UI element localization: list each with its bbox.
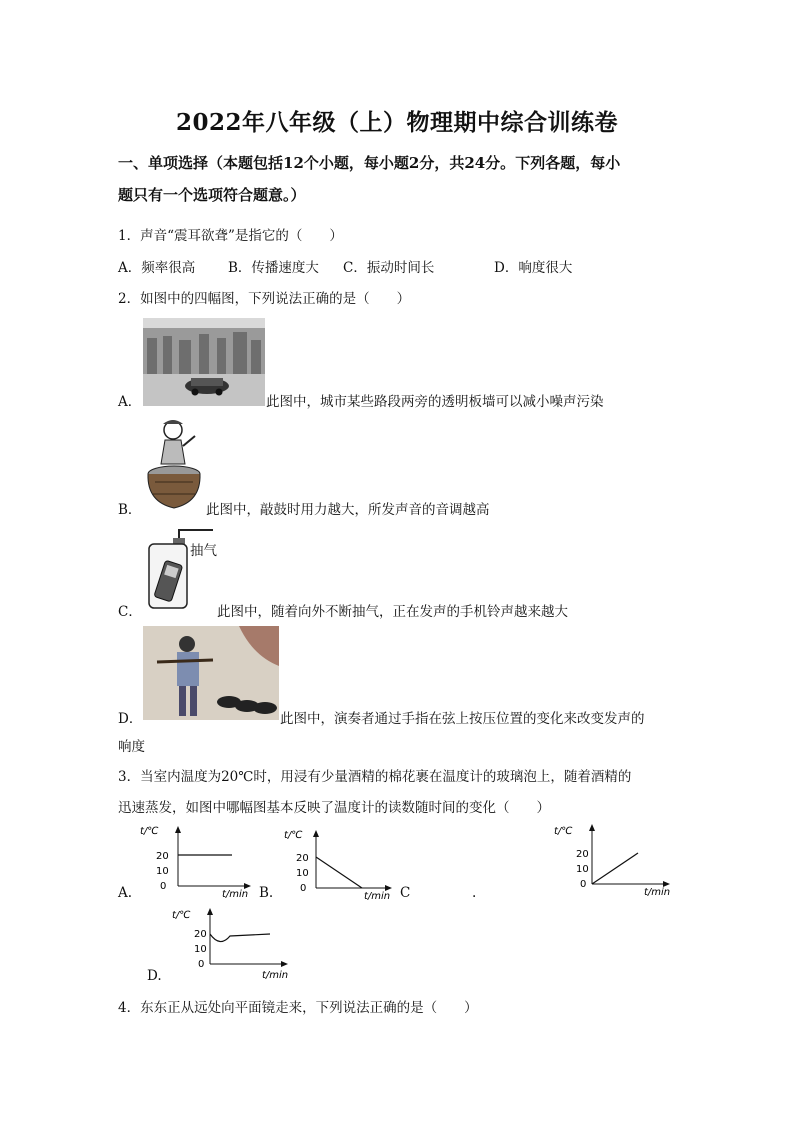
graph-b (282, 826, 400, 902)
graph-b-tick-10: 10 (296, 868, 309, 879)
graph-d (170, 904, 294, 982)
question-1-stem: 1．声音“震耳欲聋”是指它的（ ） (118, 228, 343, 244)
q1-option-c: C．振动时间长 (343, 260, 435, 276)
question-3-stem-line1: 3．当室内温度为20℃时，用浸有少量酒精的棉花裹在温度计的玻璃泡上，随着酒精的 (118, 769, 632, 785)
q2-option-d-text-cont: 响度 (118, 739, 145, 755)
graph-d-tick-10: 10 (194, 944, 207, 955)
graph-d-tick-20: 20 (194, 929, 207, 940)
noise-barrier-image (143, 318, 265, 406)
question-2-stem: 2．如图中的四幅图，下列说法正确的是（ ） (118, 291, 411, 307)
graph-c-curve (592, 853, 638, 884)
question-3-stem-line2: 迅速蒸发，如图中哪幅图基本反映了温度计的读数随时间的变化（ ） (118, 800, 550, 816)
question-4-stem: 4．东东正从远处向平面镜走来，下列说法正确的是（ ） (118, 1000, 478, 1016)
graph-b-curve (316, 857, 362, 888)
graph-c (552, 820, 676, 898)
q3-option-b-letter: B. (259, 885, 274, 901)
graph-b-tick-20: 20 (296, 853, 309, 864)
q2-option-c-letter: C． (118, 604, 142, 620)
q2-option-b-text: 此图中，敲鼓时用力越大，所发声音的音调越高 (206, 502, 490, 518)
graph-a-tick-0: 0 (160, 881, 167, 892)
graph-c-tick-20: 20 (576, 849, 589, 860)
graph-a-y-label: t/℃ (140, 826, 159, 837)
q2-option-d-text: 此图中，演奏者通过手指在弦上按压位置的变化来改变发声的 (280, 711, 645, 727)
q2-option-b-letter: B． (118, 502, 142, 518)
q3-option-c-letter: C (400, 885, 411, 901)
graph-b-tick-0: 0 (300, 883, 307, 894)
graph-a-tick-10: 10 (156, 866, 169, 877)
graph-c-y-label: t/℃ (554, 826, 573, 837)
q3-option-c-dot: . (472, 885, 477, 901)
graph-a (138, 822, 256, 898)
graph-d-x-label: t/min (262, 970, 289, 981)
graph-b-y-label: t/℃ (284, 830, 303, 841)
q1-option-a: A．频率很高 (118, 260, 196, 276)
q2-option-a-letter: A． (118, 394, 142, 410)
graph-d-tick-0: 0 (198, 959, 205, 970)
graph-b-x-label: t/min (364, 891, 391, 902)
section-heading-line1: 一、单项选择（本题包括12个小题，每小题2分，共24分。下列各题，每小 (118, 154, 621, 172)
q3-option-a-letter: A. (118, 885, 133, 901)
graph-c-tick-10: 10 (576, 864, 589, 875)
violinist-image (143, 626, 279, 720)
q2-option-a-text: 此图中，城市某些路段两旁的透明板墙可以减小噪声污染 (266, 394, 604, 410)
q1-option-d: D．响度很大 (494, 260, 573, 276)
graph-a-tick-20: 20 (156, 851, 169, 862)
q2-option-c-text: 此图中，随着向外不断抽气，正在发声的手机铃声越来越大 (217, 604, 568, 620)
q2-option-d-letter: D． (118, 711, 143, 727)
graph-c-tick-0: 0 (580, 879, 587, 890)
drummer-image (143, 416, 205, 512)
q3-option-d-letter: D. (147, 968, 162, 984)
graph-a-x-label: t/min (222, 889, 249, 898)
graph-c-x-label: t/min (644, 887, 671, 898)
graph-d-curve (210, 934, 270, 942)
section-heading-line2: 题只有一个选项符合题意。） (118, 186, 306, 204)
graph-d-y-label: t/℃ (172, 910, 191, 921)
q1-option-b: B．传播速度大 (228, 260, 319, 276)
page-title: 2022年八年级（上）物理期中综合训练卷 (175, 109, 618, 136)
pump-air-label: 抽气 (190, 543, 217, 559)
